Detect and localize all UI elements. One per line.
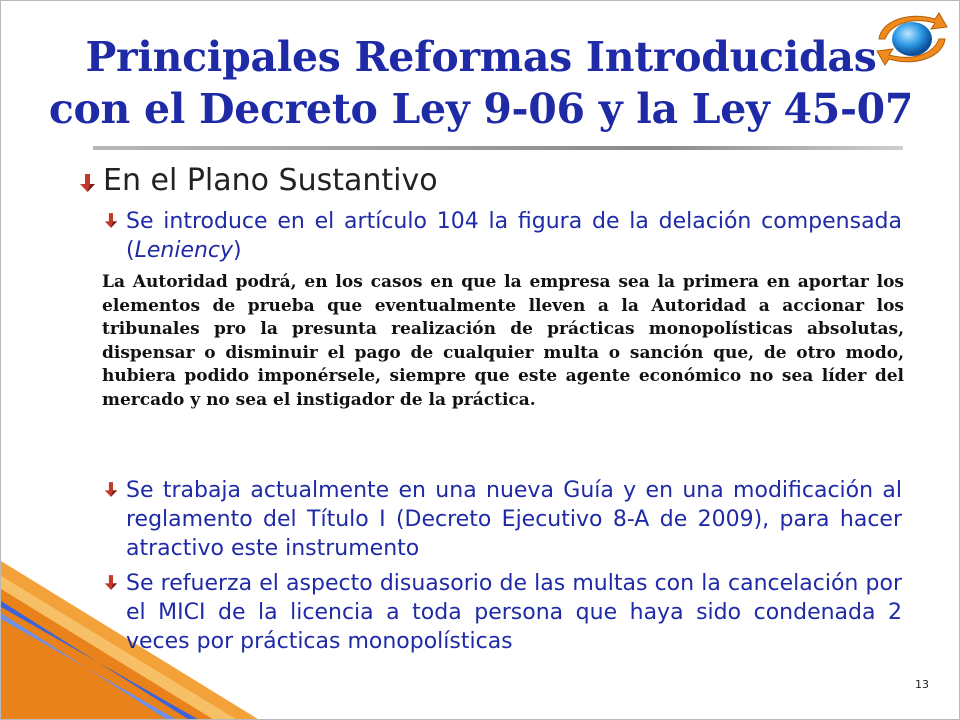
bullet-leniency-main: Se introduce en el artículo 104 la figura de la delación compensada (: [126, 209, 902, 263]
arrow-bullet-icon: [79, 174, 101, 192]
title-line-1: Principales Reformas Introducidas: [85, 33, 877, 81]
bullet-leniency-text: [126, 207, 902, 265]
slide-title: [41, 31, 921, 135]
bullet-guide: [104, 476, 904, 564]
leniency-term: Leniency: [134, 238, 234, 263]
bullet-sanctions: [104, 569, 904, 657]
arrow-bullet-icon: [104, 213, 122, 228]
bullet-guide-text: Se trabaja actualmente en una nueva Guía y en una modificación al reglamento del Título I (Decreto Ejecutivo 8-A de 2009), para hacer atractivo este instrumento: [126, 478, 902, 561]
section-heading: En el Plano Sustantivo: [103, 163, 438, 198]
title-line-2: con el Decreto Ley 9-06 y la Ley 45-07: [48, 85, 914, 133]
leniency-quote: La Autoridad podrá, en los casos en que la empresa sea la primera en aportar los elementos de prueba que eventualmente lleven a la Autoridad a accionar los tribunales pro la presunta realización de prácticas monopolísticas absolutas, dispensar o disminuir el pago de cualquier multa o sanción que, de otro modo, hubiera podido imponérsele, siempre que este agente económico no sea líder del mercado y no sea el instigador de la práctica.: [102, 272, 904, 410]
page-number: 13: [915, 678, 929, 691]
arrow-bullet-icon: [104, 482, 122, 497]
title-underline: [93, 146, 903, 150]
bullet-leniency-close: ): [233, 238, 242, 263]
arrow-bullet-icon: [104, 575, 122, 590]
bullet-sanctions-text: Se refuerza el aspecto disuasorio de las multas con la cancelación por el MICI de la licencia a toda persona que haya sido condenada 2 veces por prácticas monopolísticas: [126, 571, 902, 654]
bullet-leniency: [104, 207, 904, 269]
